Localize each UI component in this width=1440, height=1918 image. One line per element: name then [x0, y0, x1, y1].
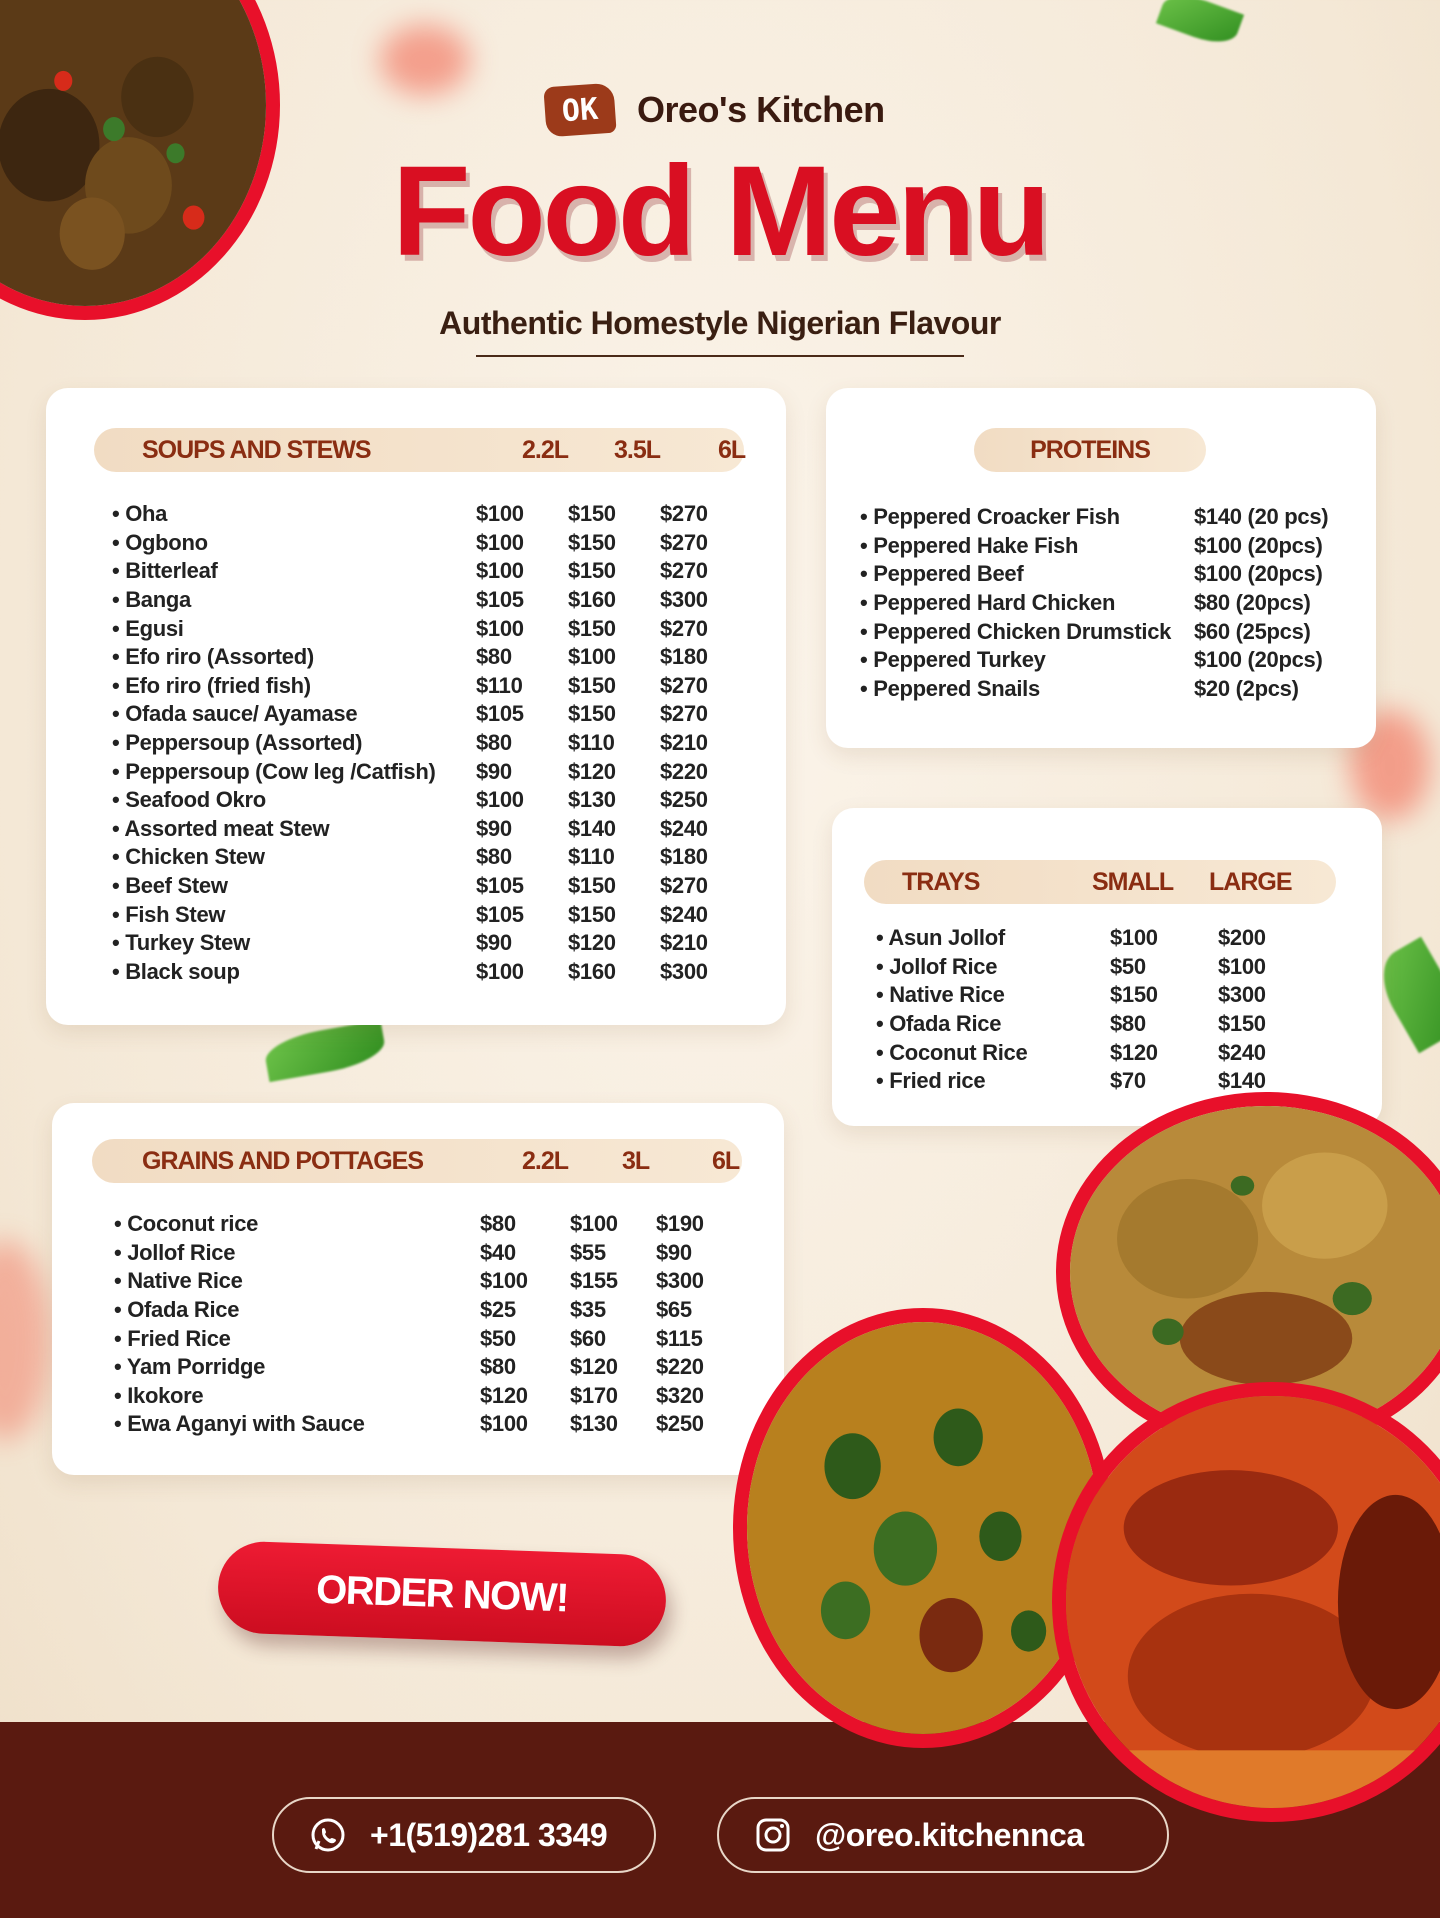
proteins-item-price: $80 (20pcs)	[1194, 590, 1311, 616]
trays-item-name: • Fried rice	[876, 1068, 986, 1094]
proteins-item-price: $100 (20pcs)	[1194, 647, 1323, 673]
soups-item-price: $250	[660, 787, 708, 813]
grains-item-name: • Jollof Rice	[114, 1239, 236, 1265]
soups-item-price: $130	[568, 787, 616, 813]
soups-item-price: $150	[568, 529, 616, 555]
soups-item	[112, 500, 752, 529]
proteins-item	[860, 617, 1360, 646]
grains-item-price: $320	[656, 1382, 704, 1408]
soups-item-price: $150	[568, 615, 616, 641]
soups-item-price: $80	[476, 844, 512, 870]
soups-item	[112, 529, 752, 558]
grains-item-price: $40	[480, 1239, 516, 1265]
soups-item-price: $270	[660, 615, 708, 641]
soups-item-price: $80	[476, 644, 512, 670]
soups-item	[112, 557, 752, 586]
grains-item-name: • Yam Porridge	[114, 1354, 266, 1380]
proteins-item-name: • Peppered Hake Fish	[860, 532, 1079, 558]
grains-item	[114, 1410, 754, 1439]
soups-item-price: $150	[568, 901, 616, 927]
proteins-item-name: • Peppered Beef	[860, 561, 1024, 587]
grains-item-price: $25	[480, 1297, 516, 1323]
soups-item	[112, 643, 752, 672]
soups-item	[112, 815, 752, 844]
soups-item-name: • Turkey Stew	[112, 930, 250, 956]
decor-leaf	[262, 1020, 387, 1082]
grains-header	[92, 1139, 742, 1183]
grains-item-price: $120	[570, 1354, 618, 1380]
soups-item-price: $110	[476, 672, 523, 698]
trays-item-price: $150	[1218, 1011, 1266, 1037]
trays-item-price: $200	[1218, 925, 1266, 951]
soups-item-name: • Efo riro (Assorted)	[112, 644, 314, 670]
divider	[476, 355, 964, 357]
soups-item-name: • Ogbono	[112, 529, 208, 555]
grains-item-price: $90	[656, 1239, 692, 1265]
trays-item-price: $80	[1110, 1011, 1146, 1037]
soups-item-name: • Efo riro (fried fish)	[112, 672, 311, 698]
trays-header	[864, 860, 1336, 904]
phone-number: +1(519)281 3349	[370, 1816, 608, 1853]
soups-item-price: $105	[476, 873, 524, 899]
grains-heading: GRAINS AND POTTAGES	[142, 1146, 424, 1175]
soups-item-price: $100	[476, 529, 524, 555]
soups-item-price: $150	[568, 672, 616, 698]
trays-item-name: • Asun Jollof	[876, 925, 1005, 951]
grains-size: 6L	[712, 1146, 740, 1175]
grains-item-name: • Ikokore	[114, 1382, 204, 1408]
trays-item	[876, 981, 1356, 1010]
soups-item-price: $160	[568, 587, 616, 613]
trays-item-price: $300	[1218, 982, 1266, 1008]
trays-item-price: $120	[1110, 1039, 1158, 1065]
soups-item	[112, 614, 752, 643]
grains-item-name: • Ofada Rice	[114, 1297, 240, 1323]
soups-item-price: $100	[476, 787, 524, 813]
trays-card	[832, 808, 1382, 1126]
brand-logo: OK	[543, 83, 616, 138]
proteins-list	[860, 503, 1360, 703]
soups-size: 2.2L	[522, 435, 569, 464]
page-subtitle: Authentic Homestyle Nigerian Flavour	[439, 305, 1001, 341]
grains-item-price: $80	[480, 1354, 516, 1380]
trays-item-name: • Native Rice	[876, 982, 1005, 1008]
soups-item-price: $90	[476, 758, 512, 784]
soups-header	[94, 428, 744, 472]
soups-item-price: $270	[660, 672, 708, 698]
trays-item	[876, 1038, 1356, 1067]
soups-item-price: $210	[660, 930, 708, 956]
trays-item-price: $150	[1110, 982, 1158, 1008]
trays-item-name: • Coconut Rice	[876, 1039, 1028, 1065]
soups-item-price: $240	[660, 901, 708, 927]
soups-item-price: $150	[568, 501, 616, 527]
grains-item-price: $250	[656, 1411, 704, 1437]
soups-item	[112, 843, 752, 872]
soups-item-price: $270	[660, 701, 708, 727]
soups-item	[112, 929, 752, 958]
soups-item-price: $150	[568, 558, 616, 584]
soups-item-price: $270	[660, 558, 708, 584]
proteins-item	[860, 589, 1360, 618]
soups-size: 3.5L	[614, 435, 661, 464]
soups-item-price: $270	[660, 501, 708, 527]
grains-item	[114, 1353, 754, 1382]
soups-size: 6L	[718, 435, 746, 464]
grains-item-price: $100	[570, 1211, 618, 1237]
soups-heading: SOUPS AND STEWS	[142, 435, 371, 464]
grains-item-price: $65	[656, 1297, 692, 1323]
soups-item-name: • Fish Stew	[112, 901, 226, 927]
instagram-handle: @oreo.kitchennca	[815, 1816, 1084, 1853]
grains-item	[114, 1296, 754, 1325]
soups-item-price: $100	[476, 958, 524, 984]
soups-item-price: $110	[568, 844, 615, 870]
proteins-item-price: $100 (20pcs)	[1194, 532, 1323, 558]
trays-item-name: • Jollof Rice	[876, 953, 998, 979]
soups-item-price: $90	[476, 930, 512, 956]
proteins-header	[974, 428, 1206, 472]
proteins-item-name: • Peppered Croacker Fish	[860, 504, 1120, 530]
grains-item-price: $60	[570, 1325, 606, 1351]
trays-item	[876, 924, 1356, 953]
brand	[545, 85, 885, 135]
soups-item-price: $160	[568, 958, 616, 984]
whatsapp-icon	[308, 1815, 348, 1855]
soups-item	[112, 872, 752, 901]
proteins-item	[860, 560, 1360, 589]
soups-item-price: $300	[660, 587, 708, 613]
soups-item-name: • Ofada sauce/ Ayamase	[112, 701, 358, 727]
trays-item-price: $140	[1218, 1068, 1266, 1094]
proteins-item-price: $60 (25pcs)	[1194, 618, 1311, 644]
soups-item-price: $150	[568, 701, 616, 727]
trays-item-price: $50	[1110, 953, 1146, 979]
grains-item-price: $170	[570, 1382, 618, 1408]
grains-card	[52, 1103, 784, 1475]
grains-item-price: $120	[480, 1382, 528, 1408]
trays-size: LARGE	[1209, 867, 1292, 896]
soups-item-name: • Beef Stew	[112, 873, 228, 899]
trays-item	[876, 1010, 1356, 1039]
soups-item-price: $100	[476, 501, 524, 527]
proteins-item-name: • Peppered Snails	[860, 675, 1040, 701]
soups-item-price: $105	[476, 701, 524, 727]
grains-item-price: $220	[656, 1354, 704, 1380]
order-now-button[interactable]: ORDER NOW!	[217, 1540, 668, 1648]
trays-item-price: $240	[1218, 1039, 1266, 1065]
soups-item-price: $300	[660, 958, 708, 984]
soups-item-price: $100	[476, 558, 524, 584]
proteins-item	[860, 675, 1360, 704]
soups-item-name: • Assorted meat Stew	[112, 815, 330, 841]
grains-item-price: $80	[480, 1211, 516, 1237]
soups-item-name: • Peppersoup (Cow leg /Catfish)	[112, 758, 436, 784]
soups-item-name: • Chicken Stew	[112, 844, 265, 870]
proteins-item-price: $140 (20 pcs)	[1194, 504, 1329, 530]
soups-item-price: $120	[568, 758, 616, 784]
soups-item	[112, 786, 752, 815]
soups-item-price: $240	[660, 815, 708, 841]
grains-item-price: $100	[480, 1268, 528, 1294]
proteins-item-price: $100 (20pcs)	[1194, 561, 1323, 587]
trays-item-price: $100	[1110, 925, 1158, 951]
soups-item	[112, 958, 752, 987]
soups-item	[112, 672, 752, 701]
proteins-item-name: • Peppered Turkey	[860, 647, 1046, 673]
soups-item-name: • Seafood Okro	[112, 787, 266, 813]
grains-list	[114, 1210, 754, 1439]
trays-item	[876, 1067, 1356, 1096]
trays-item-price: $70	[1110, 1068, 1146, 1094]
soups-item	[112, 757, 752, 786]
soups-item-price: $270	[660, 529, 708, 555]
soups-item-name: • Bitterleaf	[112, 558, 218, 584]
grains-item-price: $130	[570, 1411, 618, 1437]
soups-item-price: $210	[660, 730, 708, 756]
proteins-item-name: • Peppered Chicken Drumstick	[860, 618, 1172, 644]
grains-size: 2.2L	[522, 1146, 569, 1175]
grains-item	[114, 1267, 754, 1296]
soups-item-name: • Egusi	[112, 615, 184, 641]
soups-item	[112, 700, 752, 729]
decor-blob	[0, 1240, 50, 1440]
grains-item-price: $35	[570, 1297, 606, 1323]
trays-item-price: $100	[1218, 953, 1266, 979]
grains-size: 3L	[622, 1146, 650, 1175]
trays-item-name: • Ofada Rice	[876, 1011, 1002, 1037]
soups-card	[46, 388, 786, 1025]
trays-size: SMALL	[1092, 867, 1174, 896]
trays-list	[876, 924, 1356, 1096]
grains-item-price: $100	[480, 1411, 528, 1437]
soups-item	[112, 729, 752, 758]
soups-item-price: $180	[660, 644, 708, 670]
soups-item	[112, 900, 752, 929]
brand-name: Oreo's Kitchen	[637, 89, 885, 130]
grains-item-name: • Native Rice	[114, 1268, 243, 1294]
grains-item-price: $50	[480, 1325, 516, 1351]
soups-item-price: $120	[568, 930, 616, 956]
grains-item	[114, 1382, 754, 1411]
soups-item	[112, 586, 752, 615]
trays-item	[876, 953, 1356, 982]
grains-item	[114, 1239, 754, 1268]
trays-heading: TRAYS	[902, 867, 980, 896]
grains-item-price: $115	[656, 1325, 703, 1351]
grains-item-name: • Fried Rice	[114, 1325, 231, 1351]
proteins-item	[860, 503, 1360, 532]
soups-item-name: • Oha	[112, 501, 168, 527]
grains-item-name: • Coconut rice	[114, 1211, 259, 1237]
instagram-icon	[753, 1815, 793, 1855]
instagram-contact[interactable]	[717, 1797, 1169, 1873]
decor-leaf	[1156, 0, 1244, 51]
soups-item-price: $90	[476, 815, 512, 841]
grains-item	[114, 1210, 754, 1239]
decor-blob	[380, 25, 470, 95]
proteins-item	[860, 646, 1360, 675]
soups-list	[112, 500, 752, 986]
soups-item-price: $80	[476, 730, 512, 756]
soups-item-price: $105	[476, 587, 524, 613]
grains-item-price: $190	[656, 1211, 704, 1237]
proteins-heading: PROTEINS	[1030, 435, 1150, 464]
soups-item-name: • Banga	[112, 587, 191, 613]
soups-item-price: $100	[568, 644, 616, 670]
grains-item-price: $155	[570, 1268, 618, 1294]
proteins-card	[826, 388, 1376, 748]
soups-item-price: $180	[660, 844, 708, 870]
food-photo-okro	[733, 1308, 1113, 1748]
proteins-item-name: • Peppered Hard Chicken	[860, 590, 1116, 616]
grains-item-price: $300	[656, 1268, 704, 1294]
soups-item-price: $100	[476, 615, 524, 641]
proteins-item	[860, 532, 1360, 561]
soups-item-price: $270	[660, 873, 708, 899]
soups-item-price: $150	[568, 873, 616, 899]
soups-item-price: $105	[476, 901, 524, 927]
proteins-item-price: $20 (2pcs)	[1194, 675, 1299, 701]
soups-item-price: $140	[568, 815, 616, 841]
grains-item-name: • Ewa Aganyi with Sauce	[114, 1411, 365, 1437]
soups-item-price: $220	[660, 758, 708, 784]
page-title: Food Menu	[392, 140, 1048, 283]
grains-item-price: $55	[570, 1239, 606, 1265]
soups-item-name: • Black soup	[112, 958, 240, 984]
phone-contact[interactable]	[272, 1797, 656, 1873]
grains-item	[114, 1324, 754, 1353]
soups-item-name: • Peppersoup (Assorted)	[112, 730, 363, 756]
soups-item-price: $110	[568, 730, 615, 756]
